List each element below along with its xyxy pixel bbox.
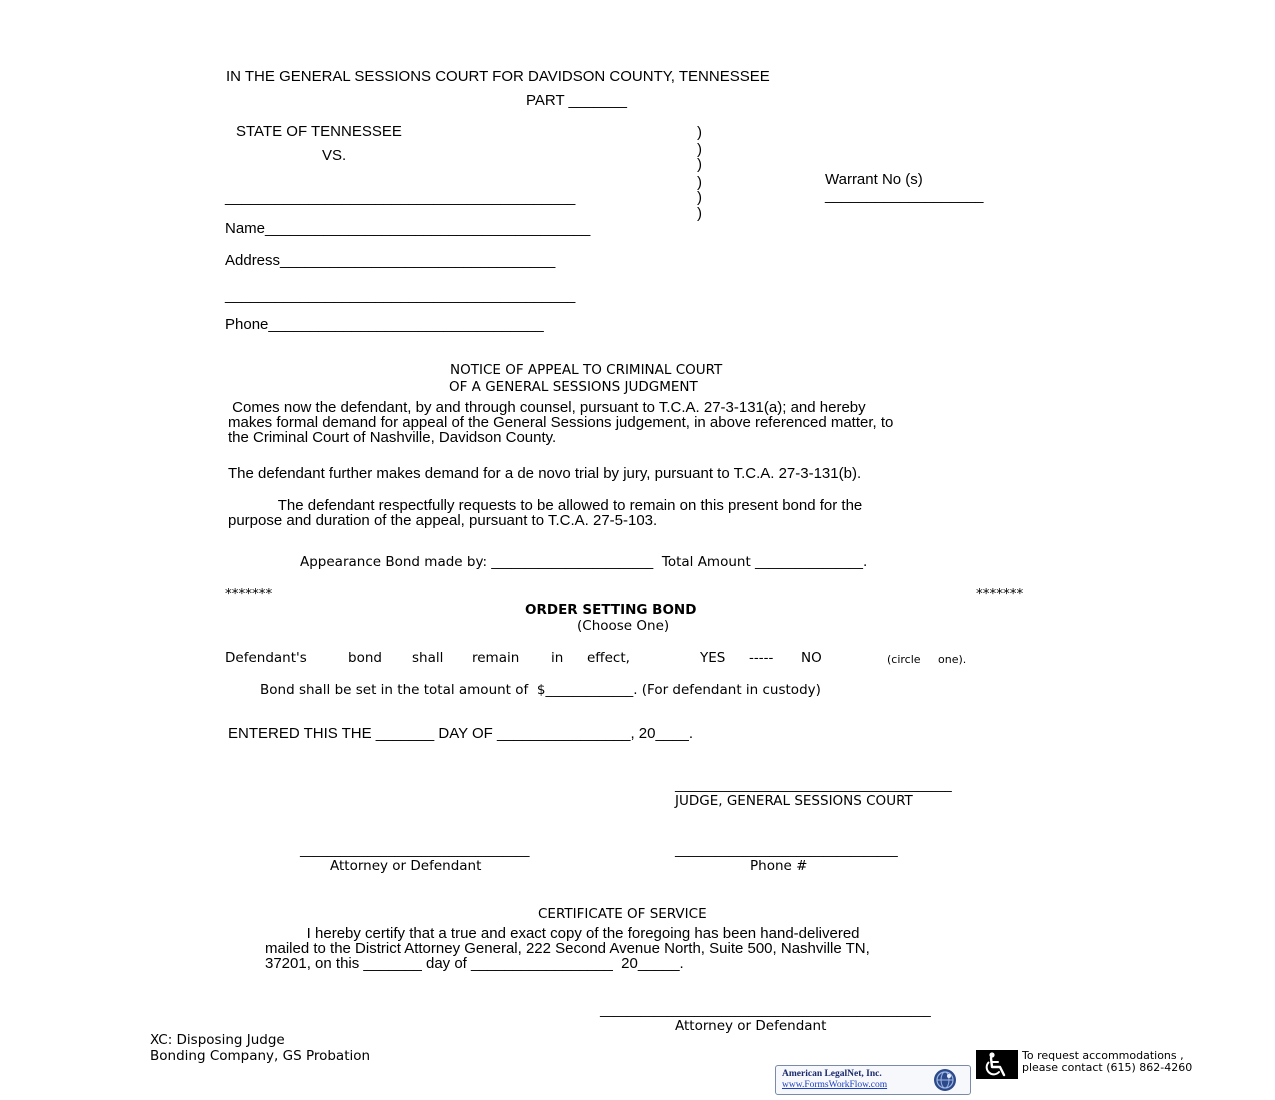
accommodations-line1: To request accommodations ,	[1022, 1049, 1184, 1062]
judge-signature-line[interactable]: _________________________________________	[675, 777, 952, 793]
plaintiff-name: STATE OF TENNESSEE	[236, 123, 402, 140]
bond-request-line: The defendant respectfully requests to be allowed to remain on this present bond for the	[228, 497, 863, 514]
certificate-line: 37201, on this _______ day of _________________ 20_____.	[265, 955, 684, 972]
versus-label: VS.	[322, 147, 347, 164]
defendant-line[interactable]: __________________________________________	[225, 189, 576, 206]
address-field[interactable]: Address_________________________________	[225, 252, 556, 269]
xc-line2: Bonding Company, GS Probation	[150, 1048, 371, 1064]
circle-one-hint: (circle one).	[887, 653, 967, 666]
wheelchair-icon	[976, 1050, 1018, 1079]
certificate-line: mailed to the District Attorney General, 222 Second Avenue North, Suite 500, Nashville TN,	[265, 940, 870, 957]
de-novo-paragraph: The defendant further makes demand for a de novo trial by jury, pursuant to T.C.A. 27-3-131(b).	[228, 465, 862, 482]
court-title: IN THE GENERAL SESSIONS COURT FOR DAVIDSON COUNTY, TENNESSEE	[226, 68, 770, 85]
phone-signature-line[interactable]: _________________________________	[675, 842, 898, 858]
legalnet-logo[interactable]	[775, 1065, 971, 1095]
remain-word: bond	[348, 650, 382, 666]
caption-paren: )	[697, 189, 702, 206]
separator-stars-left: *******	[225, 586, 273, 602]
remain-word: in	[551, 650, 564, 666]
notice-title-line2: OF A GENERAL SESSIONS JUDGMENT	[449, 379, 698, 395]
phone-label: Phone #	[750, 858, 808, 874]
bond-amount-field[interactable]: Bond shall be set in the total amount of $_____________. (For defendant in custody)	[260, 682, 821, 698]
caption-paren: )	[697, 174, 702, 191]
warrant-label: Warrant No (s)	[825, 171, 923, 188]
entered-date-field[interactable]: ENTERED THIS THE _______ DAY OF ________________, 20____.	[228, 725, 694, 742]
notice-title-line1: NOTICE OF APPEAL TO CRIMINAL COURT	[450, 362, 723, 378]
appeal-paragraph	[228, 400, 893, 445]
caption-paren: )	[697, 205, 702, 222]
part-line[interactable]: PART _______	[526, 92, 627, 109]
judge-signature-label: JUDGE, GENERAL SESSIONS COURT	[675, 793, 913, 809]
address-field-line2[interactable]: __________________________________________	[225, 287, 576, 304]
phone-field[interactable]: Phone_________________________________	[225, 316, 544, 333]
certificate-signature-label: Attorney or Defendant	[675, 1018, 827, 1034]
caption-paren: )	[697, 124, 702, 141]
order-subtitle: (Choose One)	[577, 618, 670, 634]
separator-stars-right: *******	[976, 586, 1024, 602]
accommodations-line2: please contact (615) 862-4260	[1022, 1061, 1193, 1074]
caption-paren: )	[697, 156, 702, 173]
certificate-line: I hereby certify that a true and exact copy of the foregoing has been hand-delivered	[265, 925, 860, 942]
logo-company-name: American LegalNet, Inc.	[782, 1069, 882, 1079]
remain-word: effect,	[587, 650, 630, 666]
bond-request-paragraph	[228, 498, 862, 528]
appeal-paragraph-line: the Criminal Court of Nashville, Davidson County.	[228, 429, 557, 446]
remain-word: Defendant's	[225, 650, 307, 666]
xc-line1: XC: Disposing Judge	[150, 1032, 285, 1048]
remain-word: remain	[472, 650, 520, 666]
order-title: ORDER SETTING BOND	[525, 602, 697, 618]
no-option[interactable]: NO	[801, 650, 822, 666]
attorney-signature-line[interactable]: __________________________________	[300, 842, 530, 858]
certificate-paragraph	[265, 926, 870, 971]
logo-url-link[interactable]: www.FormsWorkFlow.com	[782, 1080, 888, 1090]
attorney-signature-label: Attorney or Defendant	[330, 858, 482, 874]
certificate-signature-line[interactable]: _________________________________________________	[600, 1002, 931, 1018]
appearance-bond-field[interactable]: Appearance Bond made by: ________________________ Total Amount ________________.	[300, 554, 868, 570]
warrant-number-field[interactable]: ___________________	[825, 187, 984, 204]
name-field[interactable]: Name_______________________________________	[225, 220, 591, 237]
appeal-paragraph-line: Comes now the defendant, by and through counsel, pursuant to T.C.A. 27-3-131(a); and hereby	[228, 399, 866, 416]
globe-icon	[933, 1068, 957, 1092]
caption-paren: )	[697, 141, 702, 158]
remain-word: shall	[412, 650, 444, 666]
yes-option[interactable]: YES	[700, 650, 726, 666]
bond-request-line: purpose and duration of the appeal, pursuant to T.C.A. 27-5-103.	[228, 512, 658, 529]
option-separator: -----	[749, 650, 774, 666]
appeal-paragraph-line: makes formal demand for appeal of the General Sessions judgement, in above referenced matter, to	[228, 414, 894, 431]
certificate-title: CERTIFICATE OF SERVICE	[538, 906, 707, 922]
